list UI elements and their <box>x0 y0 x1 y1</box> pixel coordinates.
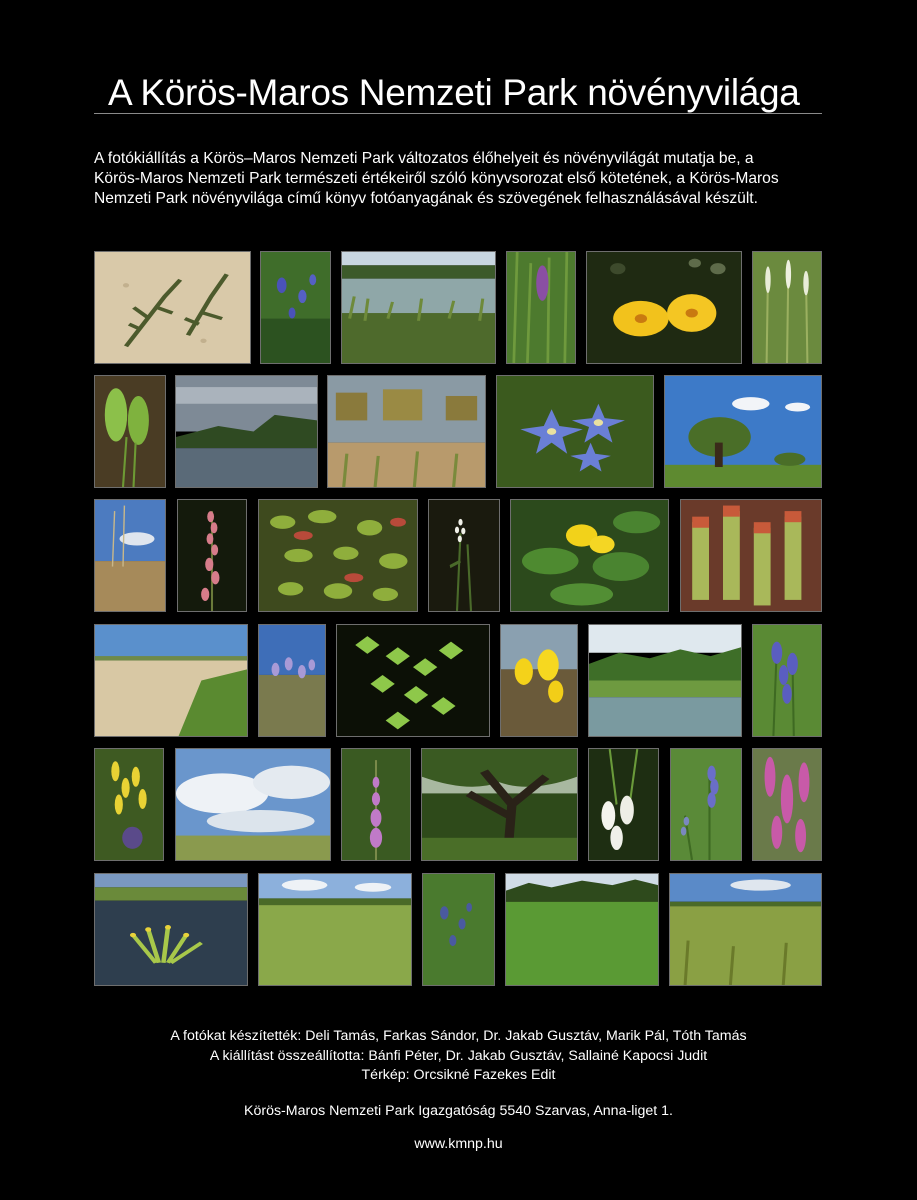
photo-small-white-flowers <box>428 499 500 612</box>
photo-bluebell-flowers <box>670 748 742 861</box>
photo-lilac-flowers-sky <box>258 624 326 737</box>
photo-purple-loosestrife <box>752 748 822 861</box>
photo-reedy-pond <box>341 251 496 364</box>
photo-blue-wildflowers <box>752 624 822 737</box>
photo-green-meadow <box>258 873 412 986</box>
photo-flooded-reeds <box>327 375 486 488</box>
photo-snowflake-flowers <box>588 748 659 861</box>
photo-yellow-water-flower <box>510 499 669 612</box>
photo-red-green-shoots <box>680 499 822 612</box>
photo-sandy-shore <box>94 624 248 737</box>
photo-blue-flowers-meadow <box>260 251 331 364</box>
credits <box>0 1027 917 1086</box>
intro-line: Nemzeti Park növényvilága című könyv fotóanyagának és szövegének felhasználásával készült. <box>94 190 758 207</box>
photo-river-landscape <box>175 375 318 488</box>
website-link[interactable]: www.kmnp.hu <box>414 1136 503 1152</box>
photo-old-oak-tree <box>421 748 578 861</box>
photo-lone-tree-sky <box>664 375 822 488</box>
photo-plant-on-sand <box>94 251 251 364</box>
photo-red-green-leaves <box>258 499 418 612</box>
address: Körös-Maros Nemzeti Park Igazgatóság 5540 Szarvas, Anna-liget 1. <box>244 1103 673 1119</box>
photo-open-grassland <box>669 873 822 986</box>
photo-reed-tops-sky <box>94 499 166 612</box>
photo-grassland-pond <box>588 624 742 737</box>
credits-compiled-by: A kiállítást összeállította: Bánfi Péter, Dr. Jakab Gusztáv, Sallainé Kapocsi Judit <box>209 1047 708 1064</box>
photo-yellow-anemones <box>500 624 578 737</box>
photo-yellow-flowers <box>586 251 742 364</box>
credits-photographers: A fotókat készítették: Deli Tamás, Farkas Sándor, Dr. Jakab Gusztáv, Marik Pál, Tóth Tamás <box>170 1028 747 1044</box>
photo-water-plant <box>94 873 248 986</box>
photo-blue-flowers-green <box>422 873 495 986</box>
photo-purple-orchid <box>506 251 576 364</box>
photo-forest-edge-meadow <box>505 873 659 986</box>
page-title: A Körös-Maros Nemzeti Park növényvilága <box>108 72 800 113</box>
photo-yellow-toadflax <box>94 748 164 861</box>
photo-cloudy-plain <box>175 748 331 861</box>
photo-floating-leaves <box>336 624 490 737</box>
photo-white-flower-spikes <box>752 251 822 364</box>
intro-line: A fotókiállítás a Körös–Maros Nemzeti Park változatos élőhelyeit és növényvilágát mutatja be, a <box>94 150 754 167</box>
photo-pink-flower-spike <box>177 499 247 612</box>
credits-map: Térkép: Orcsikné Fazekes Edit <box>361 1067 556 1083</box>
photo-blue-star-flowers <box>496 375 654 488</box>
photo-green-leaves <box>94 375 166 488</box>
photo-purple-spike <box>341 748 411 861</box>
intro-line: Körös-Maros Nemzeti Park természeti értékeiről szóló könyvsorozat első kötetének, a Körös-Maros <box>94 170 779 187</box>
